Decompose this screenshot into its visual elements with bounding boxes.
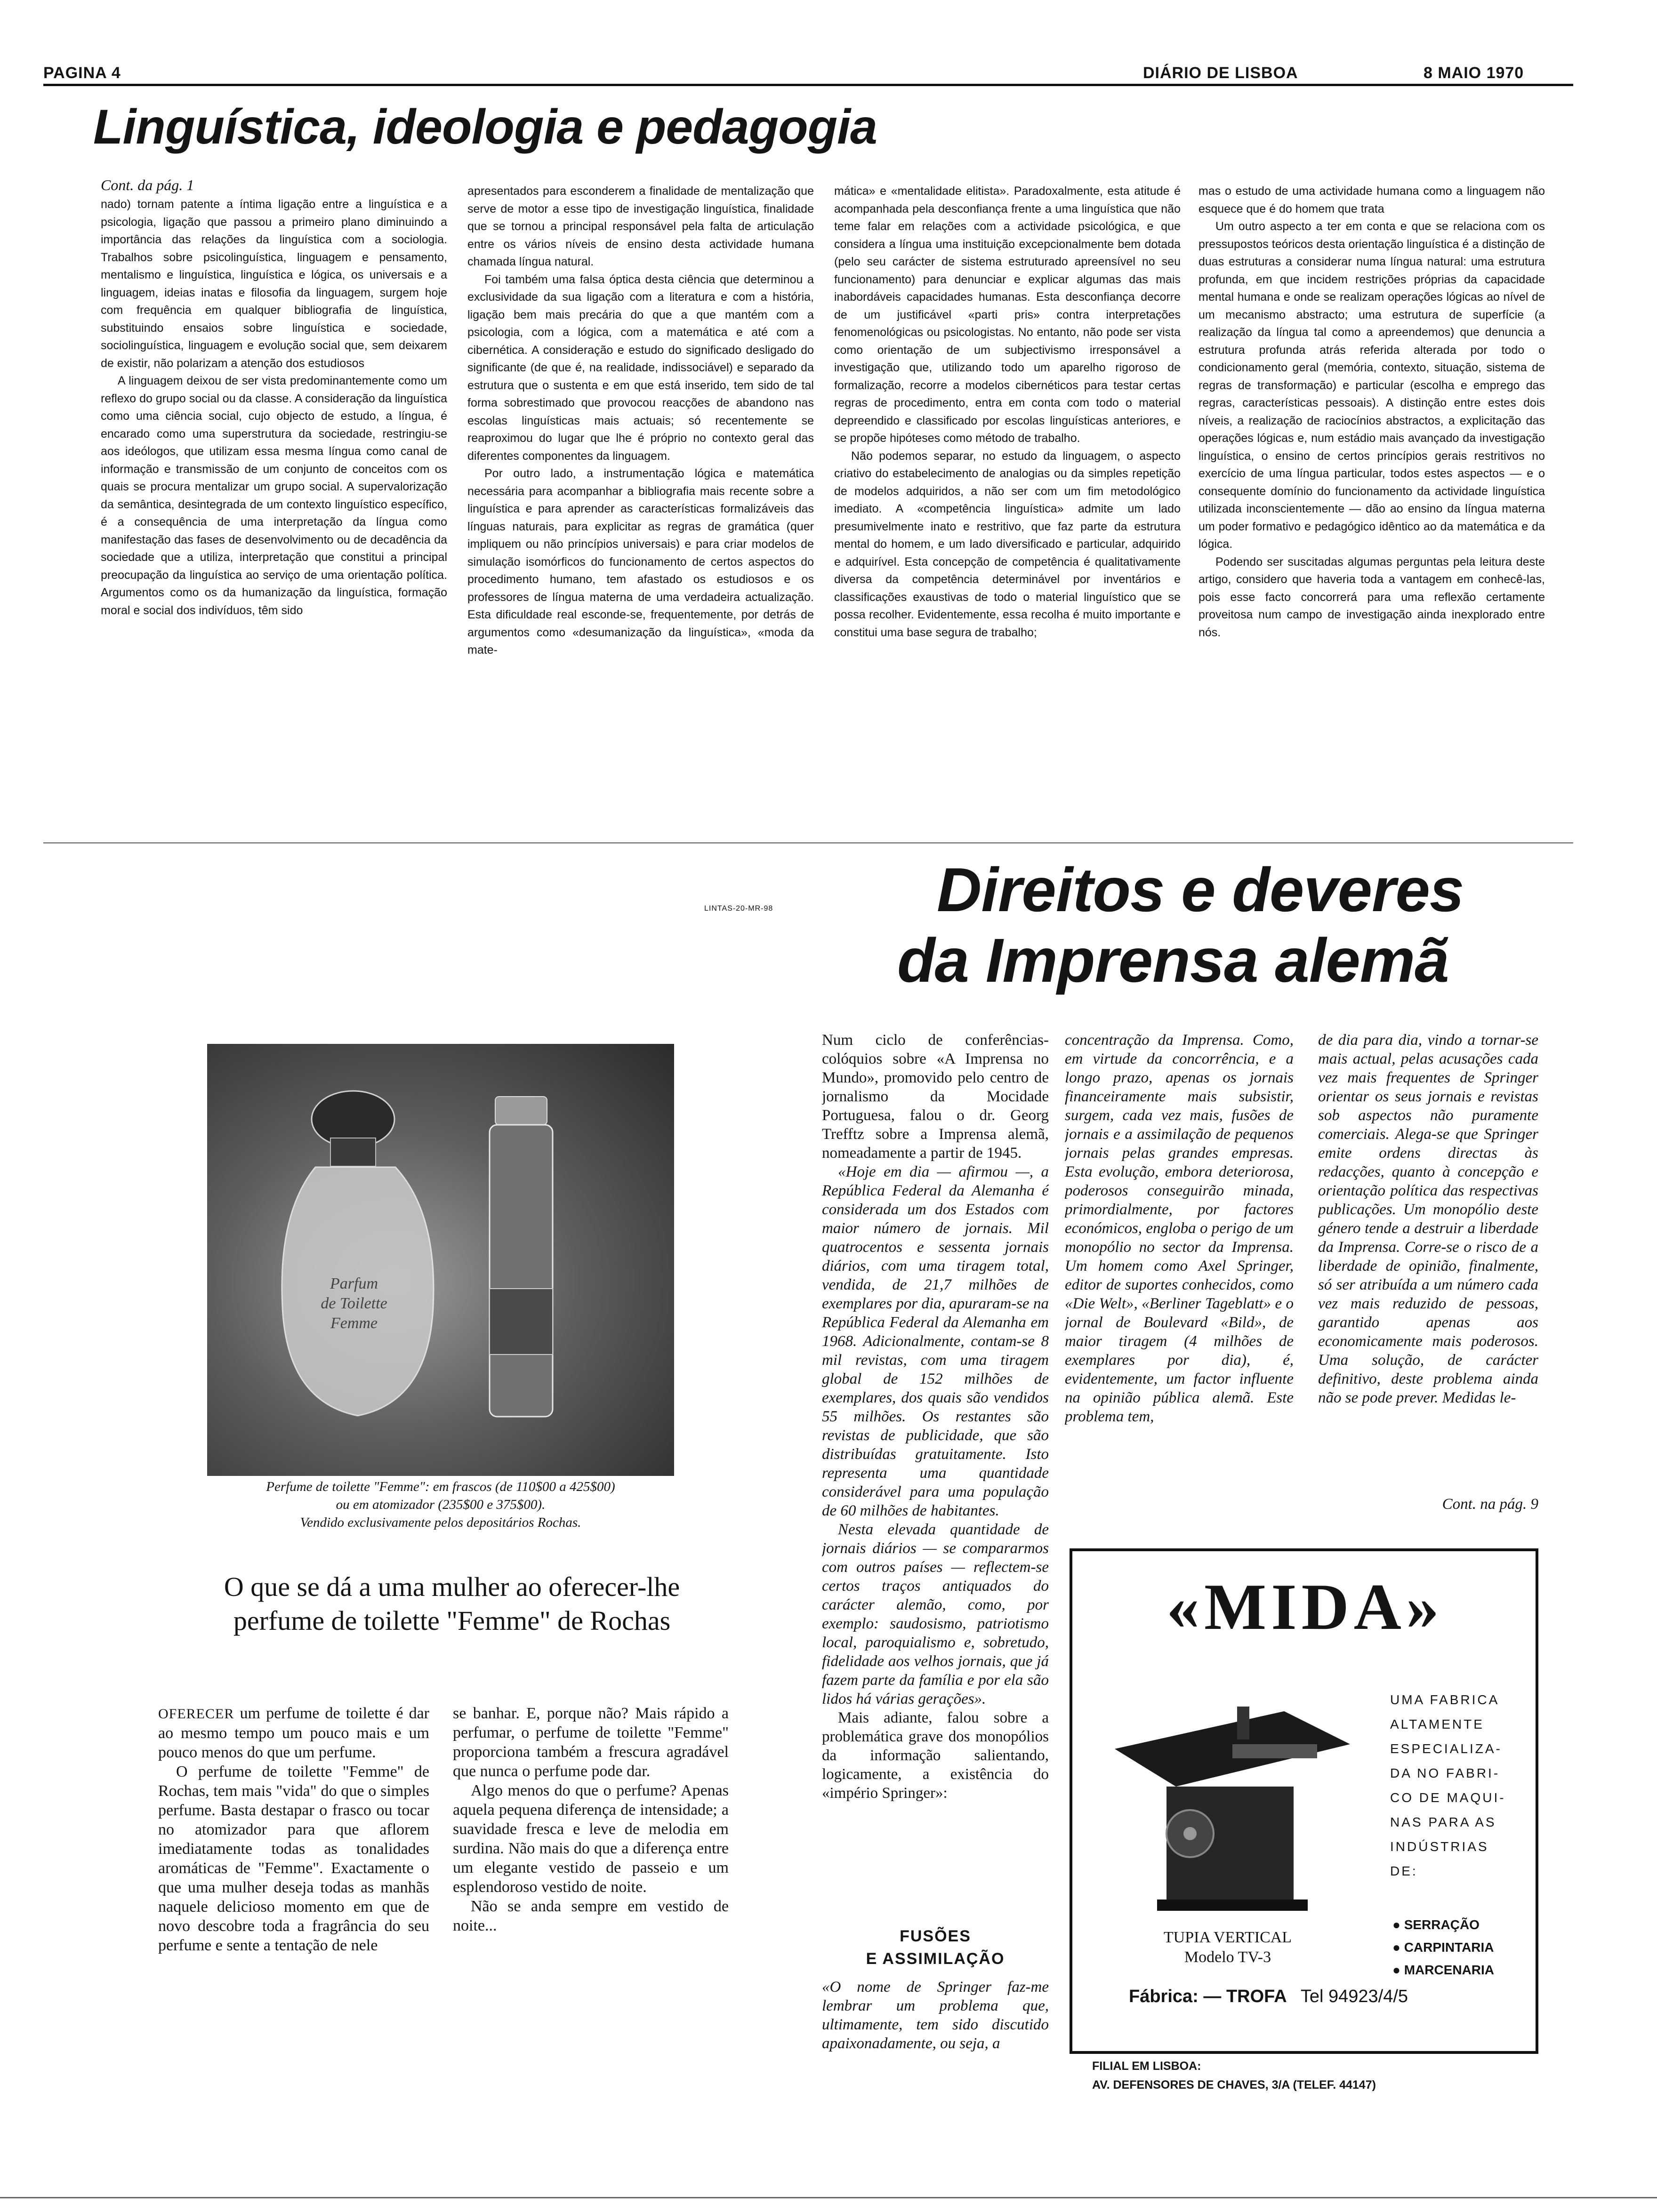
- mida-factory: [1129, 1987, 1408, 2007]
- perfume-bottles-illustration: [207, 1044, 674, 1476]
- machine-guard: [1232, 1744, 1317, 1758]
- paragraph: mática» e «mentalidade elitista». Paradoxalmente, esta atitude é acompanhada pela desconfiança frente a uma linguística que não teme falar em relações com a actividade psicológica, e que considera a língua uma instituição excepcionalmente bem dotada (pelo seu carácter de sistema estruturado apreensível no seu funcionamento) para denunciar e explicar algumas das mais inabordáveis capacidades humanas. Esta desconfiança decorre de um justificável «parti pris» contra interpretações fenomenológicas ou psicologistas. No entanto, não pode ser vista como orientação de um subjectivismo irresponsável a investigação que, utilizando todo um aparelho rigoroso de formalização, recorre a modelos cibernéticos para testar certas regras de procedimento, entra em conta com todo o material depreendido e classificado por escolas linguísticas anteriores, e se propõe hipóteses como método de trabalho.: [834, 184, 1181, 445]
- article1-col-2: [467, 183, 814, 831]
- bullet-text: SERRAÇÃO: [1404, 1917, 1480, 1932]
- mida-brand: «MIDA»: [1166, 1571, 1444, 1643]
- branch-address: AV. DEFENSORES DE CHAVES, 3/A (TELEF. 44147): [1092, 2078, 1376, 2092]
- perfume-body-col-2: [453, 1704, 729, 1972]
- paragraph: mas o estudo de uma actividade humana como a linguagem não esquece que é do homem que trata: [1199, 184, 1545, 216]
- machine-caption: [1129, 1928, 1327, 1967]
- perfume-body-col-1: [158, 1704, 429, 1972]
- factory-label: Fábrica: — TROFA: [1129, 1987, 1287, 2006]
- bullet-item: ● CARPINTARIA: [1392, 1940, 1494, 1955]
- article-title-linguistica: Linguística, ideologia e pedagogia: [93, 100, 877, 154]
- article2-col-2: [1065, 1031, 1294, 1511]
- article1-col-1: [101, 174, 447, 833]
- dropcap-word: OFERECER: [158, 1706, 234, 1722]
- article2-col-3-text: [1318, 1031, 1538, 1492]
- issue-date: 8 MAIO 1970: [1424, 64, 1524, 82]
- article2-col-1-text: [822, 1031, 1049, 1915]
- paragraph: Por outro lado, a instrumentação lógica e matemática necessária para acompanhar a bibliografia mais recente sobre a linguística e para aprender as características formalizáveis das línguas naturais, para explicitar as regras de gramática (quer impliquem ou não princípios universais) e para criar modelos de simulação isomórficos do funcionamento de certos aspectos do procedimento humano, tem afastado os estudiosos e os professores de língua materna de uma verdadeira actualização. Esta dificuldade real esconde-se, frequentemente, por detrás de argumentos como «desumanização da linguística», «moda da mate-: [467, 467, 814, 657]
- paragraph: Foi também uma falsa óptica desta ciência que determinou a exclusividade da sua ligação com a literatura e com a história, ligação bem mais precária do que a que mantém com a psicologia, com a lógica, com a matemática e até com a cibernética. A consideração e estudo do significado desligado do significante (de que é, na realidade, indissociável) e separado da estrutura que o sustenta e em que está inserido, tem sido de tal forma sobrestimado que provocou reacções de abandono nas escolas linguísticas mais actuais; só recentemente se reaproximou do lugar que lhe é próprio no contexto geral das diferentes componentes da linguagem.: [467, 272, 814, 463]
- paragraph-text: um perfume de toilette é dar ao mesmo tempo um pouco mais e um pouco menos do que um perfume.: [158, 1705, 429, 1761]
- perfume-caption: [198, 1478, 684, 1531]
- atomizer-band: [490, 1289, 553, 1354]
- tupia-machine-illustration: [1096, 1692, 1359, 1914]
- description-line: ESPECIALIZA-: [1390, 1741, 1502, 1756]
- bullet-text: MARCENARIA: [1404, 1963, 1495, 1977]
- article2-col-1-after: [822, 1978, 1049, 2081]
- paragraph: «O nome de Springer faz-me lembrar um problema que, ultimamente, tem sido discutido apaixonadamente, ou seja, a: [822, 1979, 1049, 2052]
- title-line: Direitos e deveres: [937, 855, 1464, 924]
- section-divider: [43, 842, 1573, 843]
- paragraph: Não se anda sempre em vestido de noite...: [453, 1898, 729, 1934]
- description-line: ALTAMENTE: [1390, 1717, 1484, 1731]
- bottle-neck: [330, 1138, 376, 1166]
- description-line: UMA FABRICA: [1390, 1692, 1500, 1707]
- paragraph: Num ciclo de conferências-colóquios sobre «A Imprensa no Mundo», promovido pelo centro de jornalismo da Mocidade Portuguesa, falou o dr. Georg Trefftz sobre a Imprensa alemã, nomeadamente a partir de 1945.: [822, 1032, 1049, 1162]
- title-line: da Imprensa alemã: [897, 926, 1449, 995]
- paragraph: Podendo ser suscitadas algumas perguntas pela leitura deste artigo, considero que haveria toda a vantagem em conhecê-las, pois esse facto concorrerá para uma reflexão certamente proveitosa num campo de investigação ainda inexplorado entre nós.: [1199, 555, 1545, 639]
- bullet-text: CARPINTARIA: [1404, 1940, 1494, 1955]
- paragraph: Mais adiante, falou sobre a problemática grave dos monopólios da informação salientando, logicamente, a existência do «império Springer»:: [822, 1709, 1049, 1802]
- branch-label: FILIAL EM LISBOA:: [1092, 2060, 1201, 2073]
- paragraph: Nesta elevada quantidade de jornais diários — se compararmos com outros países — reflectem-se certos traços antiquados do carácter alemão, como, por exemplo: saudosismo, patriotismo local, paroquialismo e, sobretudo, fidelidade aos velhos jornais, que já fazem parte da família e por ela são lidos há várias gerações».: [822, 1521, 1049, 1707]
- headline-line: perfume de toilette "Femme" de Rochas: [233, 1605, 671, 1636]
- article-title-direitos: [897, 855, 1464, 996]
- article1-col-3: [834, 183, 1181, 831]
- caption-line: Perfume de toilette "Femme": em frascos (de 110$00 a 425$00): [266, 1479, 615, 1494]
- article1-col-1-text: [101, 196, 447, 826]
- perfume-headline: [160, 1570, 744, 1638]
- subhead-line: E ASSIMILAÇÃO: [866, 1950, 1005, 1968]
- machine-base: [1157, 1899, 1308, 1911]
- newspaper-name: DIÁRIO DE LISBOA: [1143, 64, 1298, 82]
- mida-branch: [1092, 2057, 1376, 2094]
- mida-description: [1390, 1688, 1531, 1883]
- article2-col-3: [1318, 1031, 1538, 1525]
- bottle-label-line: Parfum: [330, 1275, 378, 1292]
- cont-to-note: Cont. na pág. 9: [1442, 1496, 1538, 1513]
- mida-ad: [1070, 1548, 1538, 2054]
- bullet-item: ● SERRAÇÃO: [1392, 1917, 1480, 1932]
- paragraph: O perfume de toilette "Femme" de Rochas, tem mais "vida" do que o simples perfume. Basta destapar o frasco ou tocar no atomizador para que aflorem imediatamente todas as tonalidades aromáticas de "Femme". Exactamente o que uma mulher deseja todas as manhãs naquele delicioso momento em que de novo descobre toda a fragrância do seu perfume e sente a tentação de nele: [158, 1763, 429, 1954]
- perfume-photo: [207, 1044, 674, 1476]
- bottle-label-line: de Toilette: [321, 1295, 387, 1312]
- atomizer-body: [490, 1125, 553, 1417]
- bullet-item: ● MARCENARIA: [1392, 1963, 1495, 1977]
- article1-col-4: [1199, 183, 1545, 831]
- subhead: [822, 1925, 1049, 1970]
- page-number: PAGINA 4: [43, 64, 121, 82]
- description-line: CO DE MAQUI-: [1390, 1790, 1506, 1805]
- footer-rule: [0, 2197, 1657, 2198]
- mida-bullets: [1392, 1914, 1534, 1981]
- paragraph: concentração da Imprensa. Como, em virtude da concorrência, e a longo prazo, apenas os jornais financeiramente mais subsistir, surgem, cada vez mais, fusões de jornais e a assimilação de pequenos jornais pelas grandes empresas. Esta evolução, embora deteriorosa, poderosos conseguirão minada, primordialmente, por factores económicos, engloba o perigo de um monopólio no sector da Imprensa. Um homem como Axel Springer, editor de suportes conhecidos, como «Die Welt», «Berliner Tageblatt» e o jornal de Boulevard «Bild», de maior tiragem (4 milhões de exemplares por dia), é, evidentemente, um factor influente na opinião pública alemã. Este problema tem,: [1065, 1032, 1294, 1425]
- machine-name: TUPIA VERTICAL: [1163, 1929, 1292, 1946]
- caption-line: Vendido exclusivamente pelos depositários Rochas.: [300, 1515, 581, 1530]
- machine-wheel-hub: [1183, 1827, 1197, 1840]
- description-line: NAS PARA AS: [1390, 1815, 1496, 1829]
- bottle-label-line: Femme: [330, 1314, 378, 1332]
- paragraph: Não podemos separar, no estudo da linguagem, o aspecto criativo do estabelecimento de analogias ou da simples repetição de modelos adquiridos, a não ser com um fim metodológico imediato. A «competência linguística» admite um lado presumivelmente inato e restritivo, que faz parte da estrutura mental do homem, e um lado diversificado e particular, adquirido e adquirível. Esta concepção de competência é qualitativamente diversa da competência determinável por inventários e classificações exaustivas de todo o material linguístico que se possa recolher. Evidentemente, essa recolha é muito importante e constitui uma base segura de trabalho;: [834, 449, 1181, 639]
- header-rule: [43, 84, 1573, 86]
- factory-tel: Tel 94923/4/5: [1300, 1987, 1408, 2006]
- subhead-line: FUSÕES: [900, 1927, 971, 1945]
- caption-line: ou em atomizador (235$00 e 375$00).: [336, 1497, 546, 1512]
- paragraph: apresentados para esconderem a finalidade de mentalização que serve de motor a esse tipo de investigação linguística, finalidade que se tornou a principal responsável pela falta de articulação entre os vários níveis de ensino desta actividade humana chamada língua natural.: [467, 184, 814, 268]
- paragraph: de dia para dia, vindo a tornar-se mais actual, pelas acusações cada vez mais frequentes de Springer orientar os seus jornais e revistas sob aspectos não puramente comerciais. Alega-se que Springer emite ordens directas às redacções, quanto à concepção e orientação política das respectivas publicações. Um monopólio deste género tende a destruir a liberdade da Imprensa. Corre-se o risco de a liberdade de opinião, finalmente, só ser atribuída a um número cada vez mais reduzido de pessoas, garantido apenas aos economicamente mais poderosos. Uma solução, de carácter definitivo, deste problema ainda não se pode prever. Medidas le-: [1318, 1032, 1538, 1406]
- paragraph: A linguagem deixou de ser vista predominantemente como um reflexo do grupo social ou da classe. A consideração da linguística como uma ciência social, cujo objecto de estudo, a língua, é encarado como uma superstrutura da sociedade, restringiu-se aos ideólogos, que utilizam essa mesma língua como canal de informação e transmissão de um conjunto de conceitos com os quais se procura mentalizar um grupo social. A supervalorização da semântica, desintegrada de um contexto linguístico específico, é a consequência de uma interpretação da língua como manifestação das fases de desenvolvimento ou de decadência da sociedade que a utiliza, interpretação que constitui a principal preocupação da linguística ao serviço de uma orientação política. Argumentos como os da humanização da linguística, formação moral e social dos indivíduos, têm sido: [101, 374, 447, 617]
- paragraph: «Hoje em dia — afirmou —, a República Federal da Alemanha é considerada um dos Estados com maior número de jornais. Mil quatrocentos e sessenta jornais diários, com uma tiragem total, vendida, de 21,7 milhões de exemplares por dia, apuraram-se na República Federal da Alemanha em 1968. Adicionalmente, contam-se 8 mil revistas, com uma tiragem global de 152 milhões de exemplares, dos quais são vendidos 55 milhões. Os restantes são revistas de publicidade, que são distribuídas gratuitamente. Isto representa uma quantidade considerável para uma população de 60 milhões de habitantes.: [822, 1163, 1049, 1519]
- machine-model: Modelo TV-3: [1184, 1948, 1271, 1966]
- description-line: INDÚSTRIAS: [1390, 1839, 1489, 1854]
- machine-spindle: [1237, 1707, 1249, 1739]
- cont-from-note: Cont. da pág. 1: [101, 176, 194, 193]
- paragraph: Um outro aspecto a ter em conta e que se relaciona com os pressupostos teóricos desta orientação linguística é a distinção de duas estruturas a considerar numa língua natural: uma estrutura profunda, em que incidem restrições próprias da capacidade mental humana e onde se realizam operações lógicas ao nível de um mecanismo abstracto; uma estrutura de superfície (a realização da língua tal como a apreendemos) que denuncia a estrutura profunda atrás referida alterada por todo o condicionamento geral (memória, contexto, situação, sistema de regras de transformação) e particular (escolha e emprego das regras, características pessoais). A distinção entre estes dois níveis, a realização de raciocínios abstractos, a explicitação das operações lógicas e, num estádio mais avançado da investigação linguística, o ensino de certos princípios gerais restritivos no exercício de uma língua particular, todos estes aspectos — e o consequente domínio do funcionamento da actividade linguística utilizada inconscientemente — dão ao ensino da língua materna um poder formativo e pedagógico idêntico ao da matemática e da lógica.: [1199, 220, 1545, 551]
- ad-code: LINTAS-20-MR-98: [704, 905, 773, 913]
- description-line: DE:: [1390, 1864, 1418, 1878]
- paragraph: se banhar. E, porque não? Mais rápido a perfumar, o perfume de toilette "Femme" proporciona também a frescura agradável que nunca o perfume pode dar.: [453, 1705, 729, 1780]
- headline-line: O que se dá a uma mulher ao oferecer-lhe: [224, 1571, 680, 1602]
- article2-col-1: [822, 1031, 1049, 2094]
- description-line: DA NO FABRI-: [1390, 1766, 1500, 1780]
- paragraph: [158, 1704, 429, 1762]
- paragraph: Algo menos do que o perfume? Apenas aquela pequena diferença de intensidade; a suavidade fresca e leve de melodia em surdina. Não mais do que a diferença entre um elegante vestido de passeio e um esplendoroso vestido de noite.: [453, 1782, 729, 1896]
- atomizer-cap: [495, 1097, 547, 1125]
- paragraph: nado) tornam patente a íntima ligação entre a linguística e a psicologia, ligação que passou a primeiro plano diminuindo a importância das relações da linguística com a sociologia. Trabalhos sobre psicolinguística, linguagem e pensamento, mentalismo e linguística, linguística e lógica, os universais e a linguagem, ideias inatas e filosofia da linguagem, surgem hoje com frequência em qualquer bibliografia de linguística, substituindo ensaios sobre linguística e sociedade, sociolinguística, linguagem e evolução social que, sem deixarem de existir, não polarizam a atenção dos estudiosos: [101, 198, 447, 370]
